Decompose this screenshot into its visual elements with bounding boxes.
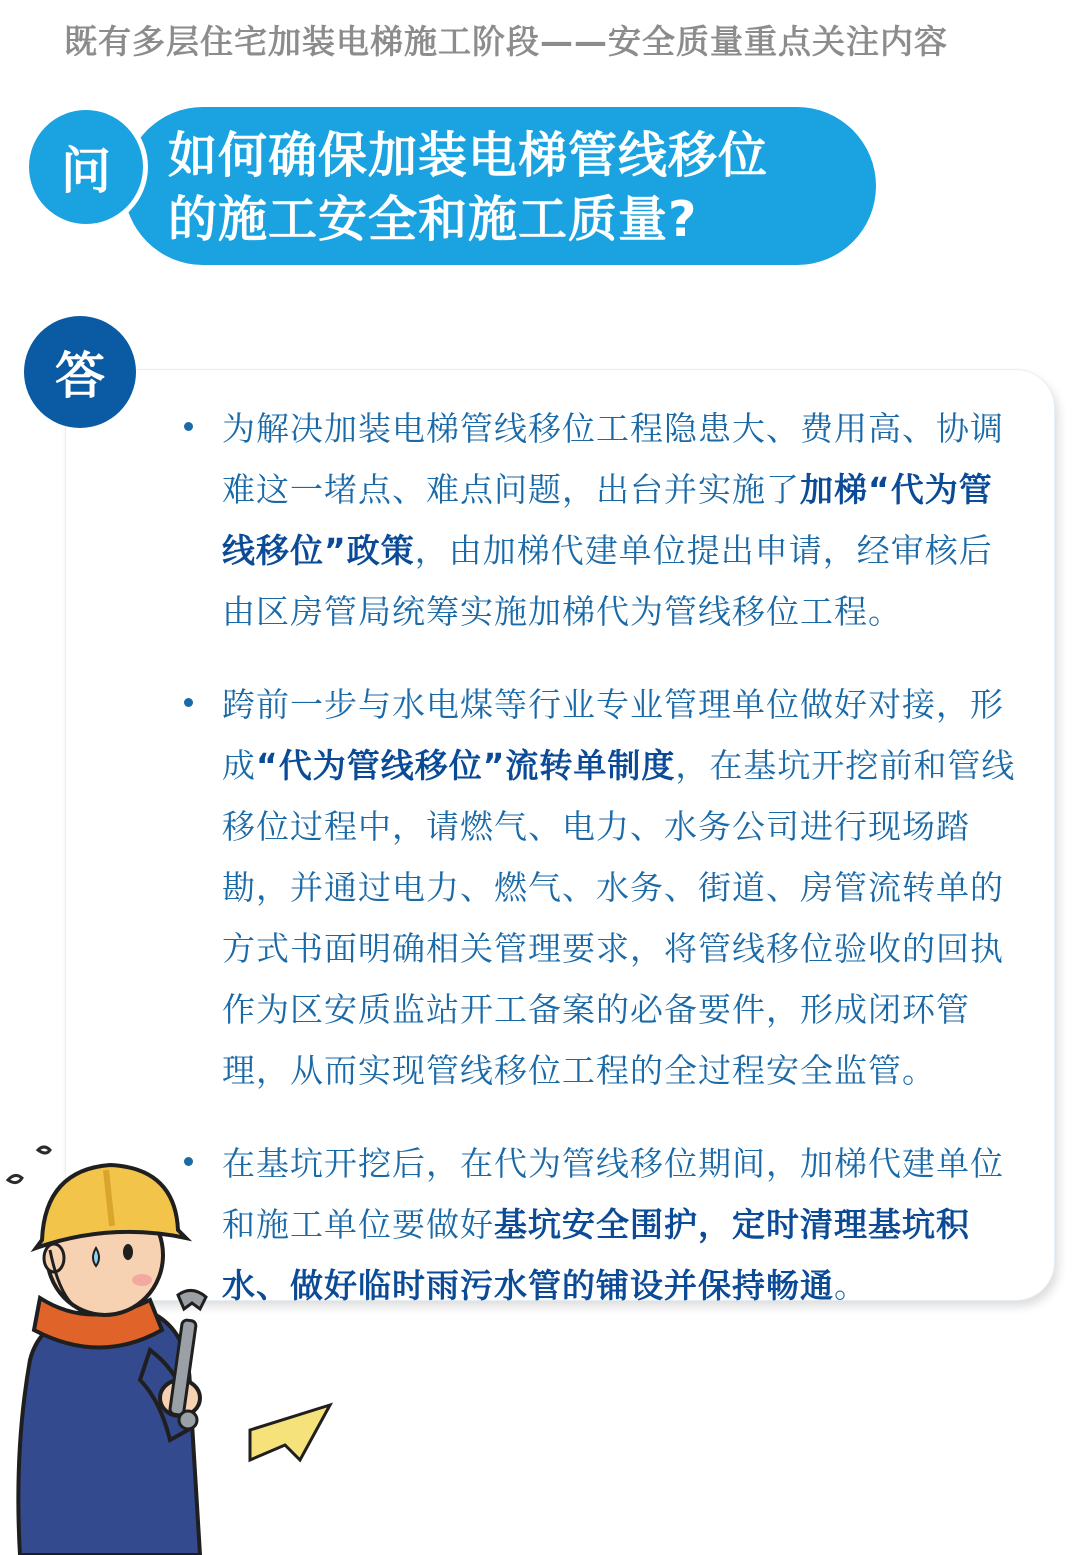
question-text xyxy=(168,124,848,252)
question-badge: 问 xyxy=(24,105,148,229)
answer-item-2: 跨前一步与水电煤等行业专业管理单位做好对接，形成“代为管线移位”流转单制度，在基坑开挖前和管线移位过程中，请燃气、电力、水务公司进行现场踏勘，并通过电力、燃气、水务、街道、房管流转单的方式书面明确相关管理要求，将管线移位验收的回执作为区安质监站开工备案的必备要件，形成闭环管理，从而实现管线移位工程的全过程安全监管。 xyxy=(180,674,1020,1101)
bullet-icon xyxy=(184,698,193,707)
page-title: 既有多层住宅加装电梯施工阶段——安全质量重点关注内容 xyxy=(64,22,948,61)
bullet-icon xyxy=(184,422,193,431)
construction-worker-icon xyxy=(0,1130,350,1555)
question-line-1: 如何确保加装电梯管线移位 xyxy=(168,127,769,184)
answer-item-1: 为解决加装电梯管线移位工程隐患大、费用高、协调难这一堵点、难点问题，出台并实施了加梯“代为管线移位”政策，由加梯代建单位提出申请，经审核后由区房管局统筹实施加梯代为管线移位工程。 xyxy=(180,398,1020,642)
answer-badge: 答 xyxy=(24,316,136,428)
answer-item-3: 在基坑开挖后，在代为管线移位期间，加梯代建单位和施工单位要做好基坑安全围护，定时清理基坑积水、做好临时雨污水管的铺设并保持畅通。 xyxy=(180,1133,1020,1316)
question-line-2: 的施工安全和施工质量? xyxy=(168,191,698,248)
